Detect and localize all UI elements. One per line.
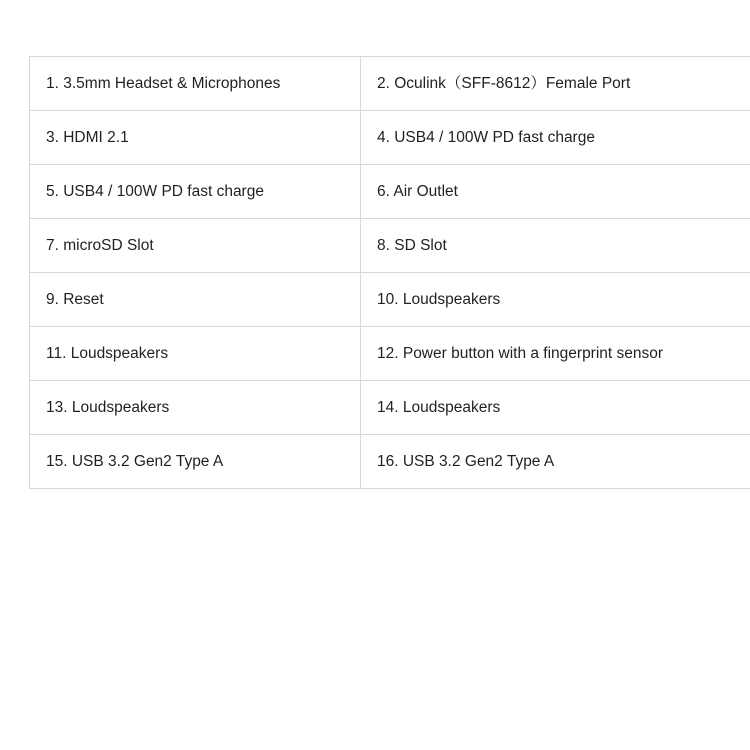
table-row [30, 273, 750, 327]
port-label-cell: 16. USB 3.2 Gen2 Type A [361, 435, 750, 489]
port-label-cell: 6. Air Outlet [361, 165, 750, 219]
table-row [30, 219, 750, 273]
port-label-cell: 2. Oculink（SFF-8612）Female Port [361, 57, 750, 111]
port-label-cell: 3. HDMI 2.1 [30, 111, 361, 165]
port-label-cell: 14. Loudspeakers [361, 381, 750, 435]
port-label-cell: 7. microSD Slot [30, 219, 361, 273]
port-label-cell: 10. Loudspeakers [361, 273, 750, 327]
port-label-cell: 15. USB 3.2 Gen2 Type A [30, 435, 361, 489]
port-label-cell: 5. USB4 / 100W PD fast charge [30, 165, 361, 219]
table-row [30, 435, 750, 489]
table-row [30, 327, 750, 381]
table-body [30, 57, 750, 489]
table-row [30, 57, 750, 111]
port-label-cell: 1. 3.5mm Headset & Microphones [30, 57, 361, 111]
table-row [30, 111, 750, 165]
port-legend-table [29, 56, 750, 489]
table-row [30, 165, 750, 219]
port-label-cell: 11. Loudspeakers [30, 327, 361, 381]
port-label-cell: 9. Reset [30, 273, 361, 327]
port-label-cell: 4. USB4 / 100W PD fast charge [361, 111, 750, 165]
table-row [30, 381, 750, 435]
port-label-cell: 8. SD Slot [361, 219, 750, 273]
port-label-cell: 13. Loudspeakers [30, 381, 361, 435]
port-label-cell: 12. Power button with a fingerprint sensor [361, 327, 750, 381]
